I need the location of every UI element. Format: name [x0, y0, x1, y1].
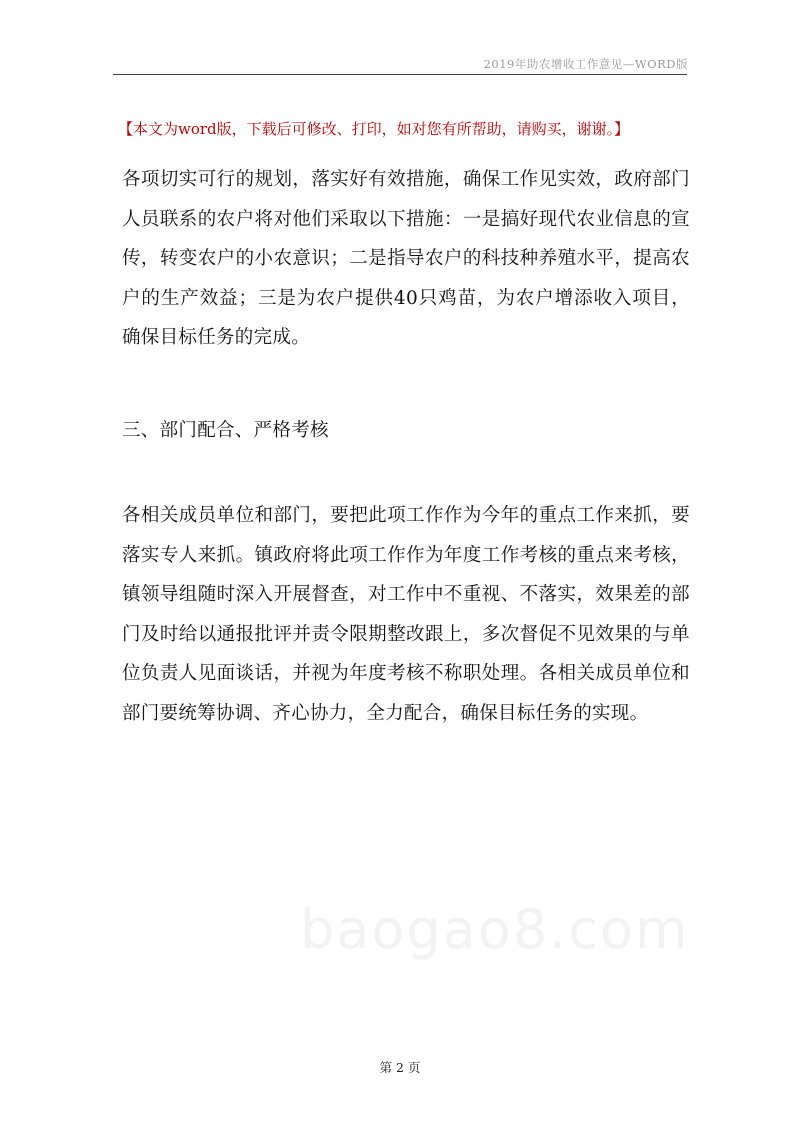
page-number: 第 2 页: [379, 1060, 421, 1075]
section-heading: 三、部门配合、严格考核: [122, 420, 329, 441]
purchase-notice: 【本文为word版，下载后可修改、打印，如对您有所帮助，请购买，谢谢。】: [118, 120, 630, 138]
running-header: 2019年助农增收工作意见—WORD版: [483, 57, 688, 71]
body-paragraph-1: 各项切实可行的规划，落实好有效措施，确保工作见实效，政府部门人员联系的农户将对他们采取以下措施：一是搞好现代农业信息的宣传，转变农户的小农意识；二是指导农户的科技种养殖水平，提高农户的生产效益；三是为农户提供40只鸡苗，为农户增添收入项目，确保目标任务的完成。: [122, 169, 690, 348]
watermark: baogao8.com: [300, 898, 690, 961]
body-paragraph-2: 各相关成员单位和部门，要把此项工作作为今年的重点工作来抓，要落实专人来抓。镇政府将此项工作作为年度工作考核的重点来考核，镇领导组随时深入开展督查，对工作中不重视、不落实，效果差的部门及时给以通报批评并责令限期整改跟上，多次督促不见效果的与单位负责人见面谈话，并视为年度考核不称职处理。各相关成员单位和部门要统筹协调、齐心协力，全力配合，确保目标任务的实现。: [122, 505, 690, 724]
header-divider: [113, 74, 687, 75]
